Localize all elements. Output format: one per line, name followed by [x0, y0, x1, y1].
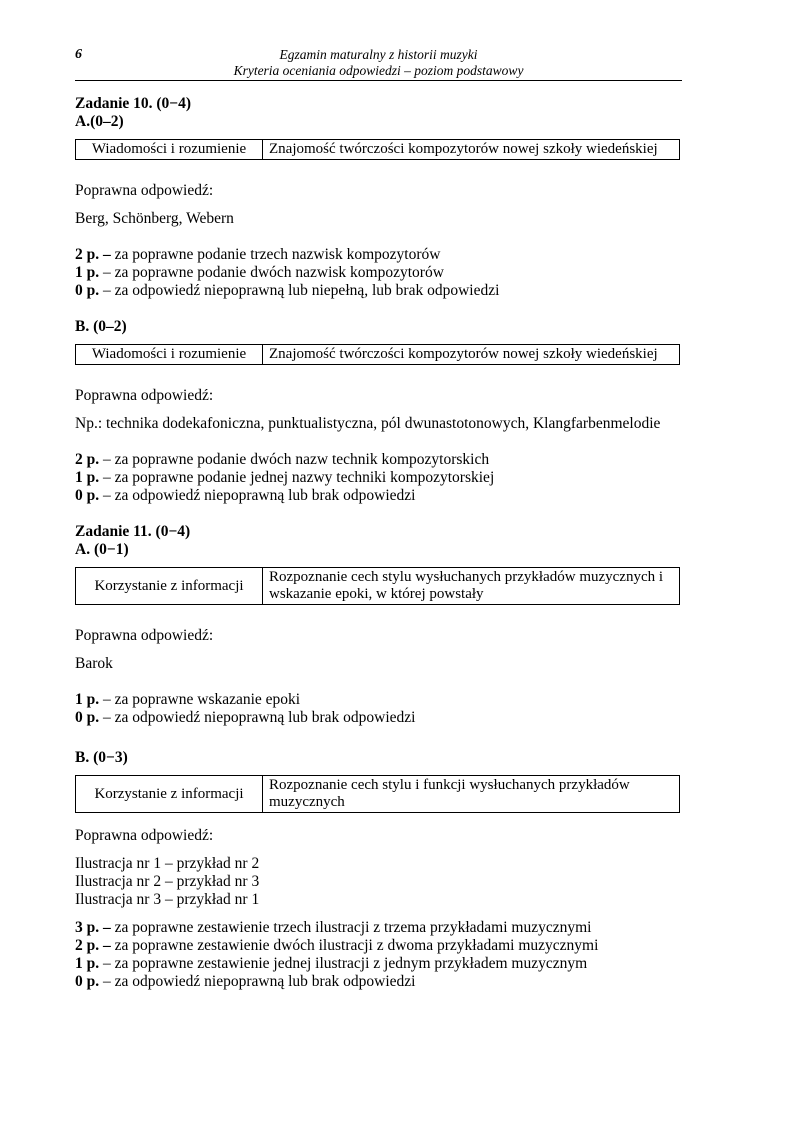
task-10a-score-2: 2 p. – za poprawne podanie trzech nazwisk kompozytorów — [75, 246, 441, 263]
task-10b-score-0: 0 p. – za odpowiedź niepoprawną lub brak odpowiedzi — [75, 487, 416, 504]
task-11b-score-2: 2 p. – za poprawne zestawienie dwóch ilustracji z dwoma przykładami muzycznymi — [75, 937, 599, 954]
task-10b-requirement: Znajomość twórczości kompozytorów nowej szkoły wiedeńskiej — [263, 345, 680, 365]
task-11b-answer-2: Ilustracja nr 2 – przykład nr 3 — [75, 873, 260, 890]
task-11a-criteria-table — [75, 567, 680, 605]
header-subtitle: Kryteria oceniania odpowiedzi – poziom podstawowy — [233, 63, 524, 78]
task-11b-criterion: Korzystanie z informacji — [76, 776, 263, 813]
document-body — [75, 95, 682, 991]
task-10b-answer: Np.: technika dodekafoniczna, punktualistyczna, pól dwunastotonowych, Klangfarbenmelodie — [75, 415, 661, 432]
task-11a-answer-label: Poprawna odpowiedź: — [75, 627, 214, 644]
task-10b-criterion: Wiadomości i rozumienie — [76, 345, 263, 365]
task-11a-criterion: Korzystanie z informacji — [76, 568, 263, 605]
task-11b-requirement: Rozpoznanie cech stylu i funkcji wysłuchanych przykładów muzycznych — [263, 776, 680, 813]
task-11a-label: A. (0−1) — [75, 541, 129, 558]
task-10b-criteria-table — [75, 344, 680, 365]
task-11a-score-1: 1 p. – za poprawne wskazanie epoki — [75, 691, 301, 708]
task-11b-score-3: 3 p. – za poprawne zestawienie trzech ilustracji z trzema przykładami muzycznymi — [75, 919, 592, 936]
task-10a-criterion: Wiadomości i rozumienie — [76, 140, 263, 160]
header-divider — [75, 80, 682, 81]
task-10b-score-2: 2 p. – za poprawne podanie dwóch nazw technik kompozytorskich — [75, 451, 490, 468]
task-11a-score-0: 0 p. – za odpowiedź niepoprawną lub brak odpowiedzi — [75, 709, 416, 726]
task-11-title: Zadanie 11. (0−4) — [75, 523, 191, 540]
task-10-title: Zadanie 10. (0−4) — [75, 95, 192, 112]
task-10a-requirement: Znajomość twórczości kompozytorów nowej szkoły wiedeńskiej — [263, 140, 680, 160]
task-11b-score-1: 1 p. – za poprawne zestawienie jednej ilustracji z jednym przykładem muzycznym — [75, 955, 588, 972]
page-header — [75, 47, 682, 79]
task-10a-answer: Berg, Schönberg, Webern — [75, 210, 234, 227]
task-11a-requirement: Rozpoznanie cech stylu wysłuchanych przykładów muzycznych i wskazanie epoki, w której powstały — [263, 568, 680, 605]
task-10a-score-0: 0 p. – za odpowiedź niepoprawną lub niepełną, lub brak odpowiedzi — [75, 282, 500, 299]
task-11b-criteria-table — [75, 775, 680, 813]
task-11a-answer: Barok — [75, 655, 113, 672]
task-10a-label: A.(0–2) — [75, 113, 124, 130]
task-10a-criteria-table — [75, 139, 680, 160]
task-11b-label: B. (0−3) — [75, 749, 128, 766]
task-11b-score-0: 0 p. – za odpowiedź niepoprawną lub brak odpowiedzi — [75, 973, 416, 990]
task-11b-answer-1: Ilustracja nr 1 – przykład nr 2 — [75, 855, 260, 872]
task-10b-answer-label: Poprawna odpowiedź: — [75, 387, 214, 404]
task-10b-label: B. (0–2) — [75, 318, 127, 335]
task-11b-answer-label: Poprawna odpowiedź: — [75, 827, 214, 844]
page-number: 6 — [75, 47, 82, 62]
task-10a-answer-label: Poprawna odpowiedź: — [75, 182, 214, 199]
task-10a-score-1: 1 p. – za poprawne podanie dwóch nazwisk kompozytorów — [75, 264, 444, 281]
task-10b-score-1: 1 p. – za poprawne podanie jednej nazwy techniki kompozytorskiej — [75, 469, 495, 486]
task-11b-answer-3: Ilustracja nr 3 – przykład nr 1 — [75, 891, 260, 908]
header-exam-title: Egzamin maturalny z historii muzyki — [279, 47, 478, 62]
